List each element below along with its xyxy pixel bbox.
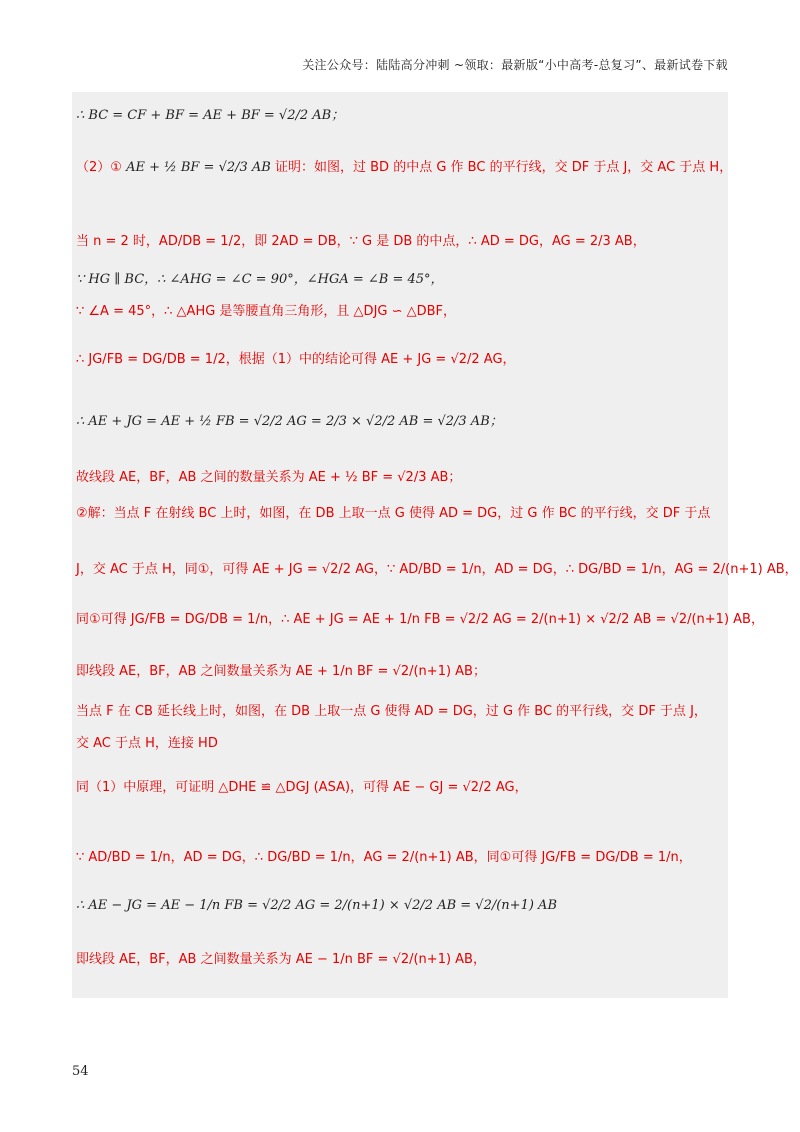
part-label: （2）① — [76, 160, 122, 175]
proof-text: 证明：如图，过 BD 的中点 G 作 BC 的平行线，交 DF 于点 J，交 AC 于点 H， — [275, 160, 733, 175]
line-10: J，交 AC 于点 H，同①，可得 AE + JG = √2/2 AG，∵ AD/BD = 1/n，AD = DG，∴ DG/BD = 1/n，AG = 2/(n+1) AB， — [76, 562, 798, 577]
line-17 — [76, 898, 557, 914]
line-12: 即线段 AE，BF，AB 之间数量关系为 AE + 1/n BF = √2/(n+1) AB； — [76, 664, 486, 679]
math-text: ∴ AE + JG = AE + ½ FB = √2/2 AG = 2/3 × √2/2 AB = √2/3 AB； — [76, 414, 503, 429]
line-1 — [76, 108, 344, 124]
line-9: ②解：当点 F 在射线 BC 上时，如图，在 DB 上取一点 G 使得 AD = DG，过 G 作 BC 的平行线，交 DF 于点 — [76, 506, 711, 521]
math-text: ∴ BC = CF + BF = AE + BF = √2/2 AB； — [76, 108, 345, 123]
line-18: 即线段 AE，BF，AB 之间数量关系为 AE − 1/n BF = √2/(n+1) AB， — [76, 952, 486, 967]
line-14: 交 AC 于点 H，连接 HD — [76, 736, 218, 751]
line-4 — [76, 272, 444, 288]
page-number: 54 — [72, 1064, 89, 1079]
math-text: ∴ AE − JG = AE − 1/n FB = √2/2 AG = 2/(n+1) × √2/2 AB = √2/(n+1) AB — [76, 898, 557, 913]
line-15: 同（1）中原理，可证明 △DHE ≌ △DGJ (ASA)，可得 AE − GJ = √2/2 AG， — [76, 780, 528, 795]
line-3: 当 n = 2 时，AD/DB = 1/2，即 2AD = DB，∵ G 是 DB 的中点，∴ AD = DG，AG = 2/3 AB， — [76, 234, 646, 249]
line-16: ∵ AD/BD = 1/n，AD = DG，∴ DG/BD = 1/n，AG = 2/(n+1) AB，同①可得 JG/FB = DG/DB = 1/n， — [76, 850, 692, 865]
line-13: 当点 F 在 CB 延长线上时，如图，在 DB 上取一点 G 使得 AD = DG，过 G 作 BC 的平行线，交 DF 于点 J， — [76, 704, 707, 719]
line-11: 同①可得 JG/FB = DG/DB = 1/n，∴ AE + JG = AE + 1/n FB = √2/2 AG = 2/(n+1) × √2/2 AB = √2/(n+1) AB， — [76, 612, 764, 627]
line-7 — [76, 414, 503, 430]
line-2 — [76, 160, 732, 176]
line-6: ∴ JG/FB = DG/DB = 1/2，根据（1）中的结论可得 AE + JG = √2/2 AG， — [76, 352, 516, 367]
math-text: ∵ HG ∥ BC，∴ ∠AHG = ∠C = 90°，∠HGA = ∠B = 45°， — [76, 272, 444, 287]
line-8: 故线段 AE，BF，AB 之间的数量关系为 AE + ½ BF = √2/3 AB； — [76, 470, 462, 485]
math-text: AE + ½ BF = √2/3 AB — [126, 160, 271, 175]
page-header: 关注公众号：陆陆高分冲刺 ~领取：最新版“小中高考-总复习”、最新试卷下载 — [302, 58, 728, 72]
line-5: ∵ ∠A = 45°，∴ △AHG 是等腰直角三角形，且 △DJG ∽ △DBF， — [76, 304, 457, 319]
